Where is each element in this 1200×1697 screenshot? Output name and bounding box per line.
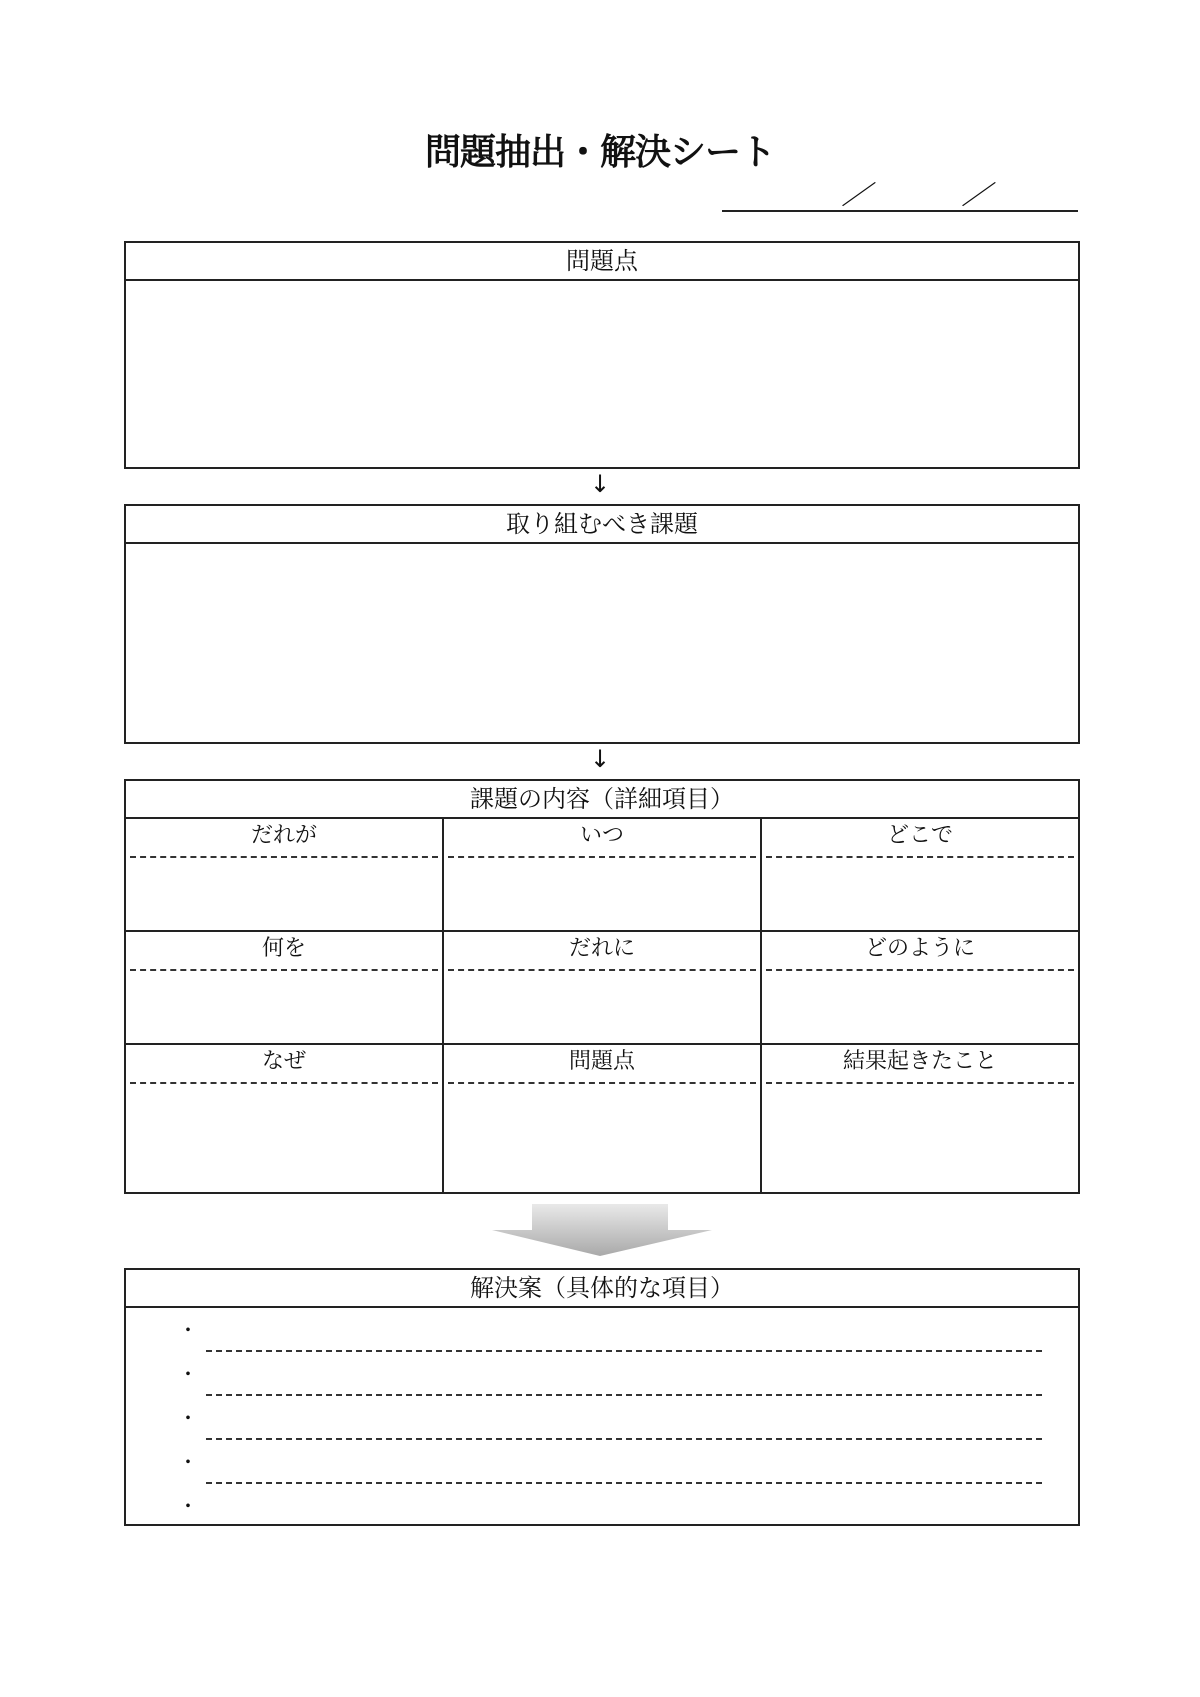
solution-item[interactable] xyxy=(126,1364,1078,1408)
dashed-entry-line xyxy=(206,1438,1042,1440)
solution-item[interactable] xyxy=(126,1452,1078,1496)
dashed-entry-line xyxy=(206,1394,1042,1396)
detail-cell-to-whom[interactable] xyxy=(444,932,760,1043)
details-box xyxy=(124,779,1080,1194)
down-arrow-icon: ↓ xyxy=(589,470,611,498)
problem-box-header: 問題点 xyxy=(126,243,1078,281)
detail-label-why: なぜ xyxy=(261,1049,306,1074)
problem-input-area[interactable] xyxy=(126,281,1078,467)
page-title: 問題抽出・解決シート xyxy=(424,132,775,173)
dashed-divider xyxy=(766,1082,1074,1084)
bullet-icon: ・ xyxy=(178,1494,198,1518)
solution-list xyxy=(126,1308,1078,1524)
bullet-icon: ・ xyxy=(178,1318,198,1342)
bullet-icon: ・ xyxy=(178,1450,198,1474)
detail-cell-problem[interactable] xyxy=(444,1045,760,1194)
detail-label-how: どのように xyxy=(864,936,975,961)
detail-label-when: いつ xyxy=(579,823,624,848)
bullet-icon: ・ xyxy=(178,1362,198,1386)
dashed-divider xyxy=(130,1082,438,1084)
problem-box xyxy=(124,241,1080,469)
down-arrow-icon: ↓ xyxy=(589,745,611,773)
detail-cell-who[interactable] xyxy=(126,819,442,930)
dashed-divider xyxy=(130,856,438,858)
detail-label-to-whom: だれに xyxy=(568,936,635,961)
detail-cell-result[interactable] xyxy=(762,1045,1078,1194)
dashed-divider xyxy=(448,969,756,971)
detail-label-what: 何を xyxy=(261,936,306,961)
solution-item[interactable] xyxy=(126,1408,1078,1452)
date-field[interactable] xyxy=(722,210,1078,212)
detail-cell-what[interactable] xyxy=(126,932,442,1043)
detail-label-result: 結果起きたこと xyxy=(842,1049,997,1074)
details-box-header: 課題の内容（詳細項目） xyxy=(126,781,1078,819)
date-separator-2: ／ xyxy=(960,181,998,211)
dashed-divider xyxy=(448,1082,756,1084)
large-down-arrow-icon xyxy=(492,1204,712,1256)
dashed-divider xyxy=(766,856,1074,858)
details-grid xyxy=(126,819,1078,1192)
detail-label-problem: 問題点 xyxy=(568,1049,635,1074)
dashed-divider xyxy=(130,969,438,971)
detail-cell-how[interactable] xyxy=(762,932,1078,1043)
date-separator-1: ／ xyxy=(840,181,878,211)
task-box-header: 取り組むべき課題 xyxy=(126,506,1078,544)
dashed-entry-line xyxy=(206,1482,1042,1484)
solution-box xyxy=(124,1268,1080,1526)
detail-cell-why[interactable] xyxy=(126,1045,442,1194)
dashed-divider xyxy=(448,856,756,858)
detail-label-who: だれが xyxy=(250,823,317,848)
bullet-icon: ・ xyxy=(178,1406,198,1430)
detail-cell-when[interactable] xyxy=(444,819,760,930)
task-input-area[interactable] xyxy=(126,544,1078,742)
detail-cell-where[interactable] xyxy=(762,819,1078,930)
task-box xyxy=(124,504,1080,744)
solution-item[interactable] xyxy=(126,1320,1078,1364)
solution-item[interactable] xyxy=(126,1496,1078,1540)
detail-label-where: どこで xyxy=(886,823,953,848)
solution-box-header: 解決案（具体的な項目） xyxy=(126,1270,1078,1308)
dashed-entry-line xyxy=(206,1350,1042,1352)
dashed-divider xyxy=(766,969,1074,971)
